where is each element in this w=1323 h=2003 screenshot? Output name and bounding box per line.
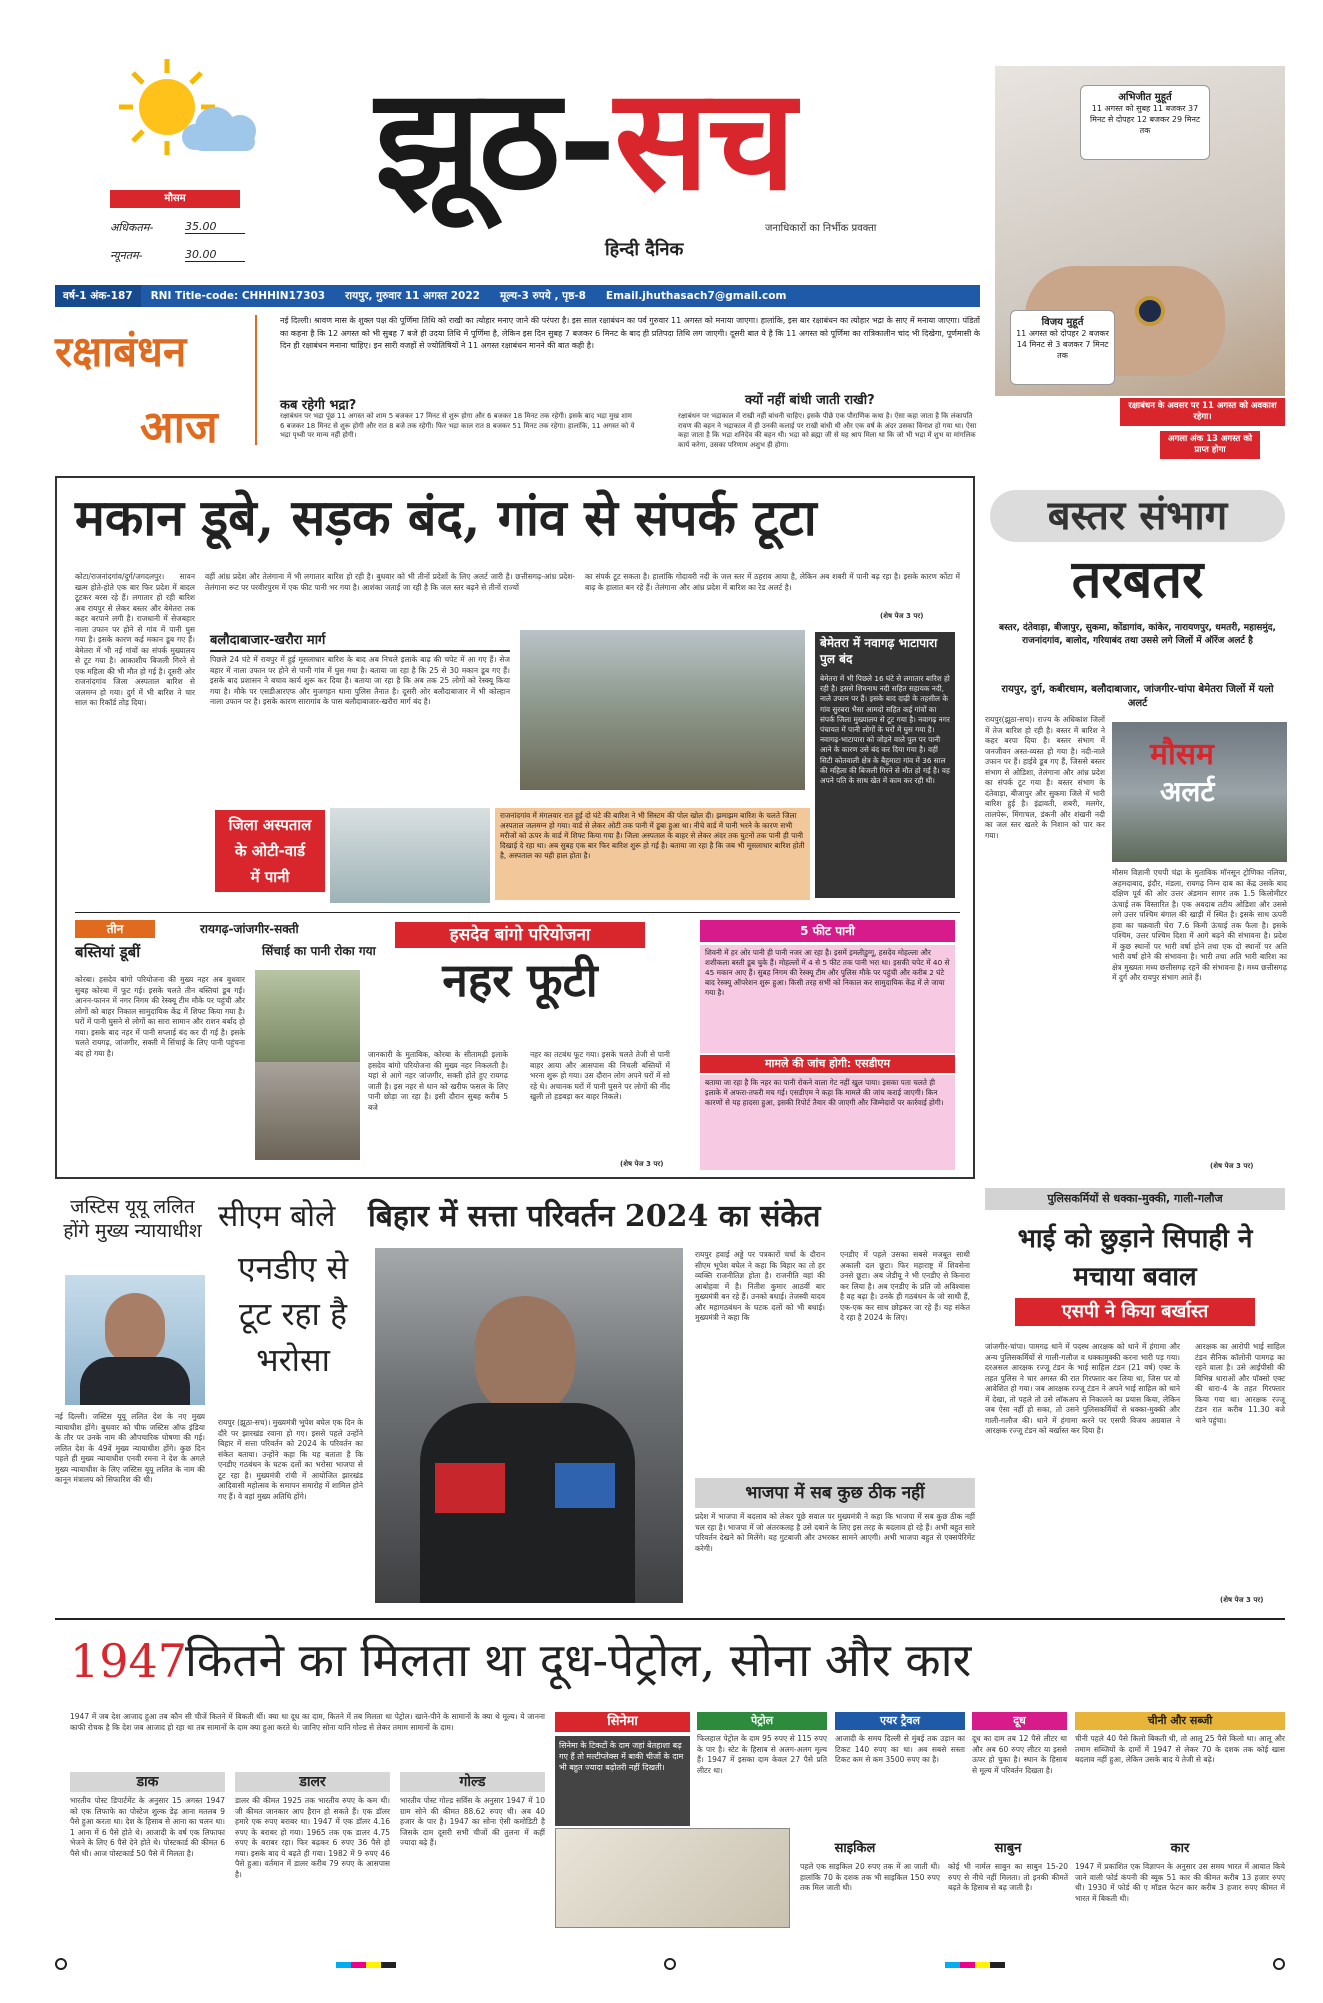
vijay-muhurat-box xyxy=(1010,310,1115,385)
title-dash: - xyxy=(558,58,615,222)
1947-headline: कितने का मिलता था दूध-पेट्रोल, सोना और कार xyxy=(185,1633,972,1687)
hasdeo-continued: (शेष पेज 3 पर) xyxy=(620,1160,664,1168)
why-not-heading: क्यों नहीं बांधी जाती राखी? xyxy=(745,393,875,408)
milk-head: दूध xyxy=(972,1712,1067,1730)
soap-head: साबुन xyxy=(994,1841,1022,1856)
hospital-text: राजनांदगांव में मंगलवार रात हुई दो घंटे की बारिश ने भी सिस्टम की पोल खोल दी। झमाझम बारिश के चलते जिला अस्पताल जलमग्न हो गया। वार्ड से लेकर ओटी तक पानी में डूबा हुआ था। नीचे वार्ड में पानी भरने के कारण सभी मरीजों को ऊपर के वार्ड में शिफ्ट किया गया है। जिला अस्पताल के बाहर से लेकर अंदर तक घुटनों तक पानी ही पानी दिखाई दे रहा था। अब सुबह एक बार फिर बारिश शुरू हो गई है। बताया जा रहा है कि जब भी मूसलाधार बारिश होती है, अस्पताल का यही हाल होता है। xyxy=(495,808,810,900)
vijay-title: विजय मुहूर्त xyxy=(1041,317,1084,328)
rain-col-2: वहीं आंध्र प्रदेश और तेलंगाना में भी लगातार बारिश हो रही है। बुधवार को भी तीनों प्रदेशों के लिए अलर्ट जारी है। छत्तीसगढ़-आंध्र प्रदेश-तेलंगाना रूट पर परवीरपुरम में एक फीट पानी भर गया है। आशंका जताई जा रही है कि जल स्तर बढ़ने से तीनों राज्यों xyxy=(205,572,575,592)
petrol-head: पेट्रोल xyxy=(697,1712,827,1730)
bhadra-heading: कब रहेगी भद्रा? xyxy=(280,398,357,413)
raksha-title-2: आज xyxy=(140,402,218,453)
bastar-text-left: रायपुर(झूठा-सच)। राज्य के अधिकांश जिलों में तेज बारिश हो रही है। बस्तर में बारिश ने कहर बरपा दिया है। बस्तर संभाग में जनजीवन अस्त-व्यस्त हो गया है। नदी-नाले उफान पर हैं। हाईवे डूब गए हैं, जिससे बस्तर संभाग से ओडिशा, तेलंगाना और आंध्र प्रदेश का संपर्क टूट गया है। बस्तर संभाग के दंतेवाड़ा, बीजापुर और सुकमा जिले में भारी बारिश हुई है। इंद्रावती, शबरी, मलगेर, तालपेरू, मिंगाचल, डंकनी और शंखनी नदी का जल स्तर खतरे के निशान को पार कर गया। xyxy=(985,715,1105,840)
cm-text-2: रायपुर हवाई अड्डे पर पत्रकारों चर्चा के दौरान सीएम भूपेश बघेल ने कहा कि बिहार का तो हर व्यक्ति राजनीतिज्ञ होता है। राजनीति वहां की आबोहवा में है। नितीश कुमार आठवीं बार मुख्यमंत्री बन रहे हैं। उनको बधाई। तेजस्वी यादव और महागठबंधन के घटक दलों को भी बधाई। मुख्यमंत्री ने कहा कि xyxy=(695,1250,825,1322)
sugar-head: चीनी और सब्जी xyxy=(1075,1712,1285,1730)
cm-text-1: रायपुर (झूठा-सच)। मुख्यमंत्री भूपेश बघेल एक दिन के दौरे पर झारखंड रवाना हो गए। इससे पहले उन्होंने बिहार में सत्ता परिवर्तन को 2024 के परिवर्तन का संकेत बताया। उन्होंने कहा कि यह बताता है कि एनडीए गठबंधन के घटक दलों का भरोसा भाजपा से टूट रहा है। मुख्यमंत्री रांची में आयोजित झारखंड आदिवासी महोत्सव के समापन समारोह में शामिल होने गए हैं। वे वहां मुख्य अतिथि होंगे। xyxy=(218,1418,363,1501)
bastar-subheading: तरबतर xyxy=(1071,549,1204,610)
raksha-title: रक्षाबंधन xyxy=(55,327,187,376)
cycle-head: साइकिल xyxy=(834,1841,876,1856)
hasdeo-col-2: नहर का तटबंध फूट गया। इसके चलते तेजी से पानी बाहर आया और आसपास की निचली बस्तियों में भरना शुरू हो गया। उस दौरान लोग अपने घरों में सो रहे थे। अचानक घरों में पानी घुसने पर लोगों की नींद खुली तो हड़बड़ा कर बाहर निकले। xyxy=(530,1050,670,1101)
rain-divider xyxy=(75,912,960,913)
police-headline: भाई को छुड़ाने सिपाही ने मचाया बवाल xyxy=(1017,1224,1253,1292)
microphone-icon xyxy=(435,1463,505,1513)
rain-col-3: का संपर्क टूट सकता है। हालांकि गोदावरी नदी के जल स्तर में ठहराव आया है, लेकिन अब शबरी में पानी बढ़ रहा है। इसके कारण कोंटा में बाढ़ के हालात बन रहे हैं। तेलंगाना और आंध्र प्रदेश में बारिश का रेड अलर्ट है। xyxy=(585,572,960,592)
lalit-heading: जस्टिस यूयू ललित होंगे मुख्य न्यायाधीश xyxy=(63,1196,202,1242)
bastar-text-right: मौसम विज्ञानी एचपी चंद्रा के मुताबिक मॉनसून ट्रोणिका नलिया, अहमदाबाद, इंदौर, मंडला, रायगढ़ निम्न दाब का केंद्र उसके बाद दक्षिण पूर्व की ओर उत्तर अंडमान सागर तक 1.5 किलोमीटर ऊंचाई तक विस्तारित है। एक अवदाब तटीय ओडिशा और उससे लगे उत्तर पश्चिम बंगाल की खाड़ी में स्थित है। इसके साथ ऊपरी हवा का चक्रवाती घेरा 7.6 किमी ऊंचाई तक फैला है। इसके पश्चिम, उत्तर पश्चिम दिशा में आगे बढ़ने की संभावना है। प्रदेश में कुछ स्थानों पर भारी वर्षा होने तथा एक दो स्थानों पर अति भारी वर्षा होने की संभावना है। भारी तथा अति भारी बारिश का क्षेत्र मुख्यतः मध्य छत्तीसगढ़ रहने की संभावना है। मध्य छत्तीसगढ़ में दुर्ग और रायपुर संभाग आते हैं। xyxy=(1112,868,1287,982)
abhijeet-title: अभिजीत मुहूर्त xyxy=(1118,92,1172,103)
irrigation-heading: सिंचाई का पानी रोका गया xyxy=(262,944,376,958)
hospital-heading-line1: जिला अस्पताल xyxy=(228,816,312,834)
cm-headline: बिहार में सत्ता परिवर्तन 2024 का संकेत xyxy=(368,1199,821,1234)
bemetara-text: बेमेतरा में भी पिछले 16 घंटे से लगातार बारिश हो रही है। इससे शिवनाथ नदी सहित सहायक नदी, नाले उफान पर हैं। इसके बाद दाढ़ी के तहसील के गांव सुरबरा भैसा आमदो सहित कई गांवों का संपर्क जिला मुख्यालय से टूट गया है। नवागढ़ नगर पंचायत में पानी लोगों के घरों में घुस गया है। नवागढ़-भाटापारा को जोड़ने वाले पुल पर पानी आने के कारण उसे बंद कर दिया गया है। वहीं सिटी कोतवाली क्षेत्र के बैहुमाटा गांव में 36 साल की महिला की बिजली गिरने से मौत हो गई है। वह अपने पति के साथ खेत में काम कर रही थी। xyxy=(815,670,955,898)
bemetara-heading: बेमेतरा में नवागढ़ भाटापारा पुल बंद xyxy=(815,632,955,670)
price: मूल्य-3 रुपये , पृष्ठ-8 xyxy=(499,290,586,302)
yellow-alert-list: रायपुर, दुर्ग, कबीरधाम, बलौदाबाजार, जांजगीर-चांपा बेमेतरा जिलों में यलो अलर्ट xyxy=(1001,684,1274,709)
min-temp-label: न्यूनतम- xyxy=(110,249,143,262)
korba-heading: बस्तियां डूबीं xyxy=(75,943,141,961)
next-issue-note: अगला अंक 13 अगस्त को प्राप्त होगा xyxy=(1160,431,1260,459)
1947-intro: 1947 में जब देश आजाद हुआ तब कौन सी चीजें कितने में बिकती थीं। क्या था दूध का दाम, कितने में तब मिलता था पेट्रोल। खाने-पीने के सामानों के क्या थे मूल्य। ये जानना काफी रोचक है कि देश जब आजाद हो रहा था तब सामानों के दाम क्या हुआ करते थे। जानिए सोना यानि गोल्ड से लेकर तमाम सामानों के दाम। xyxy=(70,1712,545,1732)
abhijeet-text: 11 अगस्त को सुबह 11 बजकर 37 मिनट से दोपहर 12 बजकर 29 मिनट तक xyxy=(1090,104,1200,135)
cinema-head: सिनेमा xyxy=(555,1712,690,1732)
cm-photo xyxy=(375,1248,683,1603)
police-subhead: पुलिसकर्मियों से धक्का-मुक्की, गाली-गलौज xyxy=(985,1188,1285,1210)
why-not-text: रक्षाबंधन पर भद्राकाल में राखी नहीं बांधनी चाहिए। इसके पीछे एक पौराणिक कथा है। ऐसा कहा जाता है कि लंकापति रावण की बहन ने भद्राकाल में ही उनकी कलाई पर राखी बांधी थी और एक वर्ष के अंदर उसका विनाश हो गया था। ऐसा कहा जाता है कि भद्रा शनिदेव की बहन थी। भद्रा को ब्रह्मा जी से यह श्राप मिला था कि जो भी भद्रा में शुभ या मांगलिक कार्य करेगा, उसका परिणाम अशुभ ही होगा। xyxy=(678,412,977,449)
min-temp-value: 30.00 xyxy=(185,248,245,262)
car-text: 1947 में प्रकाशित एक विज्ञापन के अनुसार उस समय भारत में आयात किये जाने वाली फोर्ड कंपनी की ब्यूक 51 कार की कीमत करीब 13 हजार रुपए थी। 1930 में फोर्ड की ए मॉडल फेटन कार करीब 3 हजार रुपए कीमत में भारत में बिकती थी। xyxy=(1075,1862,1285,1903)
hospital-photo xyxy=(330,808,490,903)
hasdeo-red-head: हसदेव बांगो परियोजना xyxy=(395,922,645,948)
petrol-text: फिलहाल पेट्रोल के दाम 95 रुपए से 115 रुपए के पार है। स्टेट के हिसाब से अलग-अलग मूल्य हैं। 1947 में इसका दाम केवल 27 पैसे प्रति लीटर था। xyxy=(697,1734,827,1775)
bjp-head: भाजपा में सब कुछ ठीक नहीं xyxy=(695,1478,975,1508)
balodabazar-text: पिछले 24 घंटे में रायपुर में हुई मूसलाधार बारिश के बाद अब निचले इलाके बाढ़ की चपेट में आ गए हैं। सेज बहार में नाला उफान पर होने से पानी गांव में घुस गया है। बताया जा रहा है कि 25 से 30 मकान डूब गए हैं। इसके बाद प्रशासन ने बचाव कार्य शुरू कर दिया है। बताया जा रहा है कि अब तक 25 लोगों को रेस्क्यू किया गया है। मौके पर एसडीआरएफ और मुजगहन थाना पुलिस तैनात है। दूसरी ओर बलौदाबाजार में भी कोल्हान नाला उफान पर है। इसके कारण सारागांव के पास बलौदाबाजार-खरौरा मार्ग बंद है। xyxy=(210,655,510,706)
air-travel-text: आजादी के समय दिल्ली से मुंबई तक उड़ान का टिकट 140 रुपए का था। अब सबसे सस्ता टिकट कम से कम 3500 रुपए का है। xyxy=(835,1734,965,1764)
alert-label: अलर्ट xyxy=(1160,775,1215,808)
bastar-heading: बस्तर संभाग xyxy=(990,490,1285,542)
sugar-text: चीनी पहले 40 पैसे किलो बिकती थी, तो आलू 25 पैसे किलो था। आलू और तमाम सब्जियों के दामों में 1947 से लेकर 70 के दशक तक कोई खास बदलाव नहीं हुआ, लेकिन उसके बाद ये तेजी से बढ़े। xyxy=(1075,1734,1285,1764)
microphone-icon-2 xyxy=(555,1463,615,1508)
max-temp-label: अधिकतम- xyxy=(110,221,154,234)
color-bar-icon xyxy=(945,1962,1005,1968)
five-feet-head: 5 फीट पानी xyxy=(700,920,955,942)
hospital-heading-line2: के ओटी-वार्ड xyxy=(234,842,305,860)
balodabazar-heading: बलौदाबाजार-खरौरा मार्ग xyxy=(210,630,510,652)
sun-cloud-icon xyxy=(105,55,275,165)
email[interactable]: Email.jhuthasach7@gmail.com xyxy=(605,290,787,302)
face-shape xyxy=(105,1293,165,1365)
title-part2: सच xyxy=(614,58,794,222)
flooded-road-photo xyxy=(520,630,805,790)
hospital-heading-line3: में पानी xyxy=(250,868,290,886)
dollar-head: डालर xyxy=(235,1772,390,1792)
cycle-text: पहले एक साइकिल 20 रुपए तक में आ जाती थी। हालांकि 70 के दशक तक भी साइकिल 150 रुपए तक मिल जाती थी। xyxy=(800,1862,940,1892)
bjp-text: प्रदेश में भाजपा में बदलाव को लेकर पूछे सवाल पर मुख्यमंत्री ने कहा कि भाजपा में सब कुछ ठीक नहीं चल रहा है। भाजपा में जो अंतरकलह है उसे दबाने के लिए इस तरह के बदलाव हो रहे हैं। अभी बहुत सारे परिवर्तन देखने को मिलेंगे। यह गुटबाजी और उभरकर सामने आएगी। अभी भाजपा बहुत से एक्सपेरिमेंट करेगी। xyxy=(695,1512,975,1553)
tagline: जनाधिकारों का निर्भीक प्रवक्ता xyxy=(765,223,877,234)
justice-lalit-photo xyxy=(65,1275,205,1405)
raksha-intro: नई दिल्ली। श्रावण मास के शुक्ल पक्ष की पूर्णिमा तिथि को राखी का त्योहार मनाए जाने की परंपरा है। इस साल रक्षाबंधन का पर्व गुरुवार 11 अगस्त को मनाया जाएगा। हालांकि, इस बार रक्षाबंधन का त्योहार भद्रा के साए में मनाया जाएगा। पंडितों का कहना है कि 12 अगस्त को भी सुबह 7 बजे ही उदया तिथि में पूर्णिमा है, लेकिन इस दिन सुबह 7 बजकर 6 मिनट के बाद ही प्रतिपदा तिथि लग जाएगी। दूसरी बात ये है कि 11 अगस्त को पूर्णिमा का रात्रिकालीन चांद भी दिखेगा, पूर्णमासी के दिन ही रक्षाबंधन मनाना चाहिए। इन सारी वजहों से ज्योतिषियों ने 11 अगस्त रक्षाबंधन मानने की बात कही है। xyxy=(280,316,980,350)
gold-head: गोल्ड xyxy=(400,1772,545,1792)
max-temp-value: 35.00 xyxy=(185,220,245,234)
subtitle: हिन्दी दैनिक xyxy=(605,239,684,260)
raigarh-heading: रायगढ़-जांजगीर-सक्ती xyxy=(200,922,299,936)
registration-mark-icon xyxy=(664,1958,676,1970)
rni-code: RNI Title-code: CHHHIN17303 xyxy=(150,290,326,302)
rain-continued: (शेष पेज 3 पर) xyxy=(880,612,924,620)
volume-issue: वर्ष-1 अंक-187 xyxy=(55,285,141,307)
orange-alert-list: बस्तर, दंतेवाड़ा, बीजापुर, सुकमा, कोंडागांव, कांकेर, नारायणपुर, धमतरी, महासमुंद, राजनांदगांव, बालोद, गरियाबंद तथा उससे लगे जिलों में ऑरेंज अलर्ट है xyxy=(999,623,1276,646)
inquiry-text: बताया जा रहा है कि नहर का पानी रोकने वाला गेट नहीं खुल पाया। इसका पता चलते ही इलाके में अफरा-तफरी मच गई। एसडीएम ने कहा कि मामले की जांच कराई जाएगी। किन कारणों से यह हादसा हुआ, इसकी रिपोर्ट तैयार की जाएगी और जिम्मेदारों पर कार्रवाई होगी। xyxy=(700,1075,955,1170)
canal-photo-2 xyxy=(255,1062,360,1160)
suit-shape xyxy=(80,1357,190,1405)
soap-text: कोई भी नार्मल साबुन का साबुन 15-20 रुपए से नीचे नहीं मिलता। तो इनकी कीमतें बढ़ते के हिसाब से बढ़ जाती है। xyxy=(948,1862,1068,1892)
dollar-text: डालर की कीमत 1925 तक भारतीय रुपए के कम थी। जी कीमत जानकार आप हैरान हो सकते हैं। एक डॉलर हमारे एक रुपए बराबर था। 1947 में एक डॉलर 4.16 रुपए के बराबर हो गया। 1965 तक एक डालर 4.75 रुपए के बराबर रहा। फिर बढ़कर 6 रुपए 36 पैसे हो गया। इसके बाद ये बढ़ते ही गया। 1982 में 9 रुपए 46 पैसे हुआ। वर्तमान में डालर करीब 79 रुपए के आसपास है। xyxy=(235,1796,390,1879)
title-part1: झूठ xyxy=(375,58,559,222)
dateline: रायपुर, गुरुवार 11 अगस्त 2022 xyxy=(345,290,480,302)
rakhi-icon xyxy=(1135,296,1165,326)
sp-dismissed: एसपी ने किया बर्खास्त xyxy=(1015,1298,1255,1326)
nda-trust-head: एनडीए से टूट रहा है भरोसा xyxy=(237,1249,349,1379)
dak-text: भारतीय पोस्ट डिपार्टमेंट के अनुसार 15 अगस्त 1947 को एक लिफाफे का पोस्टेज शुल्क डेढ़ आना मतलब 9 पैसे हुआ करता था। देश के हिसाब से आना का चलन था। 1 आना में 6 पैसे होते थे। आजादी के वर्ष एक लिफाफा भेजने के लिए 6 पैसे देने होते थे। पोस्टकार्ड की कीमत 6 पैसे थी। आज पोस्टकार्ड 50 पैसे में मिलता है। xyxy=(70,1796,225,1858)
hasdeo-big-head: नहर फूटी xyxy=(442,953,598,1007)
car-head: कार xyxy=(1170,1841,1190,1856)
cm-text-3: एनडीए में पहले उसका सबसे मजबूत साथी अकाली दल छूटा। फिर महाराष्ट्र में शिवसेना उनसे छूटा। अब जेडीयू ने भी एनडीए से किनारा कर लिया है। अब एनडीए के प्रति जो अविश्वास है वह बढ़ा है। उनके ही गठबंधन के जो साथी हैं, एक-एक कर साथ छोड़कर जा रहे हैं। यह संकेत दे रहा है 2024 के लिए। xyxy=(840,1250,970,1322)
registration-mark-icon xyxy=(55,1958,67,1970)
hasdeo-col-1: जानकारी के मुताबिक, कोरबा के सीतामढ़ी इलाके हसदेव बांगो परियोजना की मुख्य नहर निकलती है। यहां से आगे नहर जांजगीर, सक्ती होते हुए रायगढ़ जाती है। इस नहर से धान को खरीफ फसल के लिए पानी छोड़ा जा रहा है। इसी दौरान सुबह करीब 5 बजे xyxy=(368,1050,508,1112)
air-travel-head: एयर ट्रैवल xyxy=(835,1712,965,1730)
print-registration-strip xyxy=(55,1958,1285,1972)
gold-text: भारतीय पोस्ट गोल्ड सर्विस के अनुसार 1947 में 10 ग्राम सोने की कीमत 88.62 रुपए थी। अब 40 हजार के पार है। 1947 का सोना ऐसी कमोडिटी है जिसके दाम दूसरी सभी चीजों की तुलना में कहीं ज्यादा बढ़े हैं। xyxy=(400,1796,545,1847)
lalit-text: नई दिल्ली। जस्टिस यूयू ललित देश के नए मुख्य न्यायाधीश होंगे। बुधवार को चीफ जस्टिस ऑफ इंडिया के तौर पर उनके नाम की औपचारिक घोषणा की गई। ललित देश के 49वें मुख्य न्यायाधीश होंगे। कुछ दिन पहले ही मुख्य न्यायाधीश एनवी रमना ने देश के अगले मुख्य न्यायाधीश के लिए जस्टिस यूयू ललित के नाम की कानून मंत्रालय को सिफारिश की थी। xyxy=(55,1412,205,1484)
korba-badge: तीन xyxy=(75,920,155,938)
cm-says: सीएम बोले xyxy=(218,1199,336,1234)
rain-headline: मकान डूबे, सड़क बंद, गांव से संपर्क टूटा xyxy=(75,488,817,547)
section-divider xyxy=(55,1618,1285,1620)
police-continued: (शेष पेज 3 पर) xyxy=(1220,1596,1264,1604)
inquiry-head: मामले की जांच होगी: एसडीएम xyxy=(700,1055,955,1073)
face-shape xyxy=(475,1296,575,1416)
newspaper-title xyxy=(375,58,794,223)
registration-mark-icon xyxy=(1273,1958,1285,1970)
old-envelope-photo xyxy=(555,1828,790,1928)
rain-col-1: कोटा/राजनांदगांव/दुर्ग/जगदलपुर। सावन खत्म होते-होते एक बार फिर प्रदेश में बादल टूटकर बरस रहे हैं। लगातार हो रही बारिश अब रायपुर से लेकर बस्तर और बेमेतरा तक कहर बरपाने लगी है। राजधानी में सेजबहार नाला उफान पर होने से गांव में पानी घुस गया है। इसके कारण कई मकान डूब गए हैं। बेमेतरा में भी नई गांवों का संपर्क मुख्यालय से टूट गया है। आकाशीय बिजली गिरने से एक महिला की भी मौत हो गई है। दूसरी ओर राजनांदगांव जिला अस्पताल बारिश से जलमग्न हो गया। दुर्ग में भी बारिश ने चार साल का रिकॉर्ड तोड़ दिया। xyxy=(75,572,195,707)
hospital-heading xyxy=(215,810,325,892)
cinema-text: सिनेमा के टिकटों के दाम जहां बेतहाशा बढ़ गए हैं तो मल्टीप्लेक्स में बाकी चीजों के दाम भी बहुत ज्यादा बढ़ोतरी नहीं दिखती। xyxy=(555,1736,690,1826)
color-bar-icon xyxy=(336,1962,396,1968)
police-text-1: जांजगीर-चांपा। पामगढ़ थाने में पदस्थ आरक्षक को थाने में हंगामा और अन्य पुलिसकर्मियों से गाली-गलौज व धक्कामुक्की करना भारी पड़ गया। दरअसल आरक्षक रज्जू टंडन के भाई साहिल टंडन (21 वर्ष) एक्ट के तहत पुलिस ने चार अगस्त की रात गिरफ्तार कर लिया था, जिस पर वो आवेशित हो गया। जब आरक्षक रज्जू टंडन ने अपने भाई साहिल को थाने में देखा, तो पहले तो उसे लॉकअप से निकालने का प्रयास किया, लेकिन जब ऐसा नहीं हो सका, तो उसने पुलिसकर्मियों से धक्का-मुक्की और गाली-गलौज की। थाने में हंगामा करने पर एसपी विजय अग्रवाल ने आरक्षक रज्जू टंडन को बर्खास्त कर दिया है। xyxy=(985,1342,1180,1435)
year-1947: 1947 xyxy=(70,1634,188,1688)
info-bar xyxy=(55,285,980,307)
holiday-note: रक्षाबंधन के अवसर पर 11 अगस्त को अवकाश रहेगा। xyxy=(1120,398,1285,426)
weather-label: मौसम xyxy=(110,190,240,208)
abhijeet-muhurat-box xyxy=(1080,85,1210,160)
vijay-text: 11 अगस्त को दोपहर 2 बजकर 14 मिनट से 3 बजकर 7 मिनट तक xyxy=(1016,329,1109,360)
dak-head: डाक xyxy=(70,1772,225,1792)
raksha-divider xyxy=(255,315,257,445)
five-feet-text: शिवनी में हर ओर पानी ही पानी नजर आ रहा है। इसमें इमलीडुग्गू, हसदेव मोहल्ला और शशीकला बस्ती डूब चुके हैं। मोहल्लों में 4 से 5 फीट तक पानी भरा था। इसकी चपेट में 40 से 45 मकान आए हैं। सुबह निगम की रेस्क्यू टीम और पुलिस मौके पर पहुंची और करीब 2 घंटे बाद रेस्क्यू ऑपरेशन शुरू हुआ। किसी तरह सभी को निकाल कर सामुदायिक केंद्र में ले जाया गया है। xyxy=(700,945,955,1053)
mausam-label: मौसम xyxy=(1150,737,1214,772)
police-text-2: आरक्षक का आरोपी भाई साहिल टंडन सैनिक कॉलोनी पामगढ़ का रहने वाला है। उसे आईपीसी की विभिन्न धाराओं और पॉक्सो एक्ट की धारा-4 के तहत गिरफ्तार किया गया था। आरक्षक रज्जू टंडन रात करीब 11.30 बजे थाने पहुंचा। xyxy=(1195,1342,1285,1425)
milk-text: दूध का दाम तब 12 पैसे लीटर था और अब 60 रुपए लीटर या इससे ऊपर हो चुका है। स्थान के हिसाब से मूल्य में परिवर्तन दिखता है। xyxy=(972,1734,1067,1775)
korba-text: कोरबा। हसदेव बांगो परियोजना की मुख्य नहर अब बुधवार सुबह कोरबा में फूट गई। इसके चलते तीन बस्तियां डूब गईं। आनन-फानन में नगर निगम की रेस्क्यू टीम मौके पर पहुंची और लोगों को बाहर निकाल सामुदायिक केंद्र में शिफ्ट किया गया है। घरों में पानी घुसने से लोगों का सारा सामान और राशन बर्बाद हो गया। इसके बाद नहर में पानी सप्लाई बंद कर दी गई है। इसके चलते रायगढ़, जांजगीर, सक्ती में सिंचाई के लिए पानी पहुंचना बंद हो गया है। xyxy=(75,975,245,1058)
bhadra-text: रक्षाबंधन पर भद्रा पूंछ 11 अगस्त को शाम 5 बजकर 17 मिनट से शुरू होगा और 6 बजकर 18 मिनट तक रहेगी। इसके बाद भद्रा मुख शाम 6 बजकर 18 मिनट से शुरू होगी और रात 8 बजे तक रहेगी। फिर भद्रा काल रात 8 बजकर 51 मिनट तक रहेगा। हालांकि, 11 अगस्त को ये भद्रा पृथ्वी पर मान्य नहीं होगी। xyxy=(280,412,635,439)
bastar-continued: (शेष पेज 3 पर) xyxy=(1210,1162,1254,1170)
